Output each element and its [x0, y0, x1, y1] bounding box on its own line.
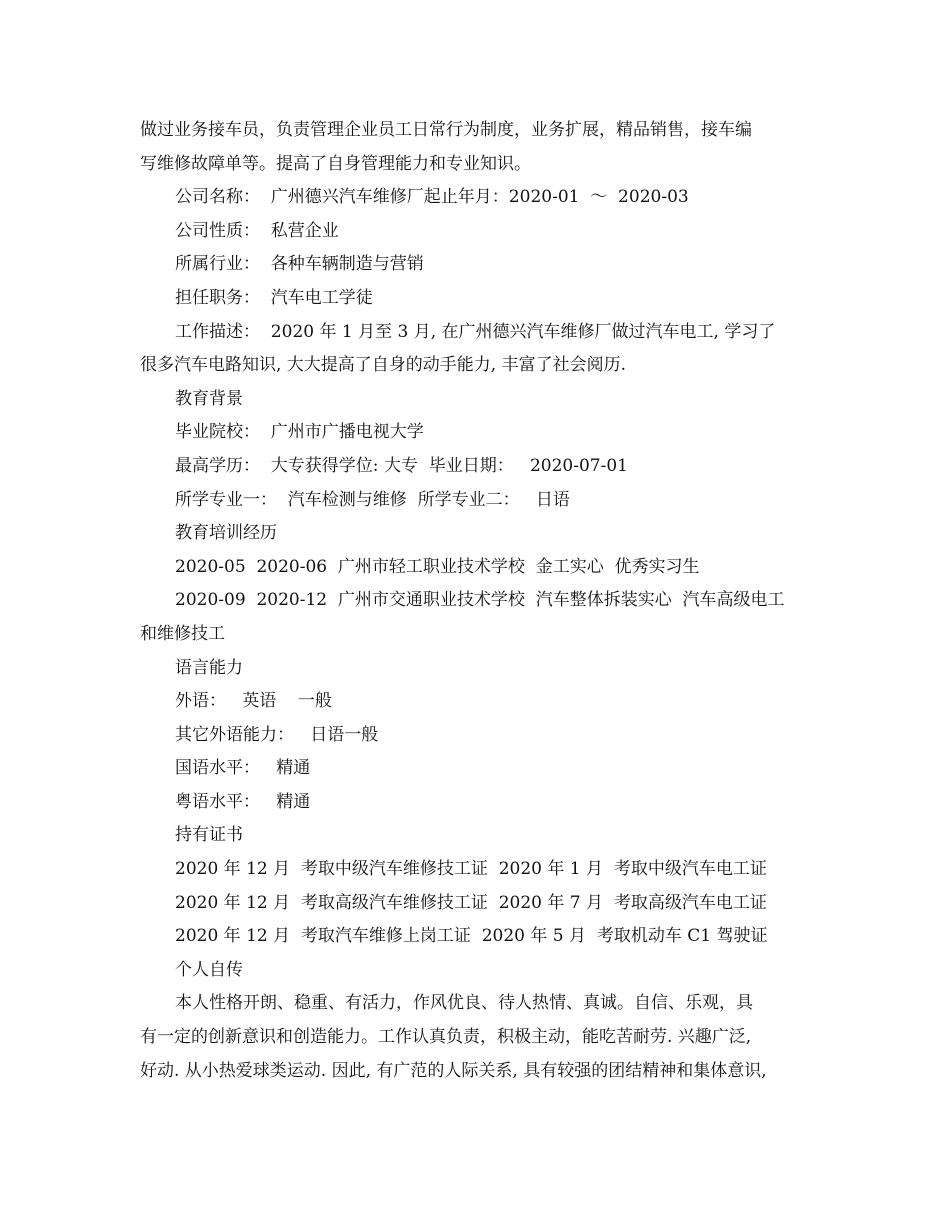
text-line: 所学专业一： 汽车检测与维修 所学专业二： 日语	[175, 489, 570, 510]
text-line: 教育背景	[175, 388, 243, 409]
text-line: 粤语水平： 精通	[175, 791, 311, 812]
text-line: 所属行业： 各种车辆制造与营销	[175, 254, 424, 275]
text-line: 教育培训经历	[175, 523, 277, 544]
text-line: 个人自传	[175, 959, 243, 980]
text-line: 语言能力	[175, 657, 243, 678]
text-line: 做过业务接车员，负责管理企业员工日常行为制度，业务扩展，精品销售，接车编	[140, 120, 752, 140]
text-line: 持有证书	[175, 825, 243, 846]
text-line: 国语水平： 精通	[175, 758, 311, 779]
text-line: 毕业院校： 广州市广播电视大学	[175, 422, 424, 443]
text-line: 担任职务： 汽车电工学徒	[175, 287, 373, 308]
text-line: 工作描述： 2020 年 1 月至 3 月, 在广州德兴汽车维修厂做过汽车电工, 学习了	[175, 321, 776, 342]
text-line: 公司名称： 广州德兴汽车维修厂起止年月：2020-01 ～ 2020-03	[175, 187, 689, 208]
text-line: 最高学历： 大专获得学位: 大专 毕业日期： 2020-07-01	[175, 455, 628, 476]
text-line: 2020 年 12 月 考取汽车维修上岗工证 2020 年 5 月 考取机动车 C1 驾驶证	[175, 926, 768, 947]
document-body	[140, 114, 820, 1088]
text-line: 外语： 英语 一般	[175, 691, 332, 712]
text-line: 2020-05 2020-06 广州市轻工职业技术学校 金工实心 优秀实习生	[175, 556, 700, 577]
text-line: 和维修技工	[140, 623, 225, 644]
text-line: 很多汽车电路知识, 大大提高了自身的动手能力, 丰富了社会阅历.	[140, 355, 627, 376]
text-line: 写维修故障单等。提高了自身管理能力和专业知识。	[140, 153, 531, 174]
text-line: 2020 年 12 月 考取中级汽车维修技工证 2020 年 1 月 考取中级汽车电工证	[175, 859, 767, 880]
text-line: 公司性质： 私营企业	[175, 220, 339, 241]
text-line: 本人性格开朗、稳重、有活力，作风优良、待人热情、真诚。自信、乐观，具	[175, 993, 753, 1014]
text-line: 其它外语能力： 日语一般	[175, 724, 379, 745]
text-line: 好动. 从小热爱球类运动. 因此, 有广范的人际关系, 具有较强的团结精神和集体意识,	[140, 1060, 767, 1081]
text-line: 2020 年 12 月 考取高级汽车维修技工证 2020 年 7 月 考取高级汽车电工证	[175, 892, 767, 913]
text-line: 有一定的创新意识和创造能力。工作认真负责，积极主动，能吃苦耐劳. 兴趣广泛,	[140, 1027, 752, 1048]
text-line: 2020-09 2020-12 广州市交通职业技术学校 汽车整体拆装实心 汽车高级电工	[175, 590, 785, 611]
